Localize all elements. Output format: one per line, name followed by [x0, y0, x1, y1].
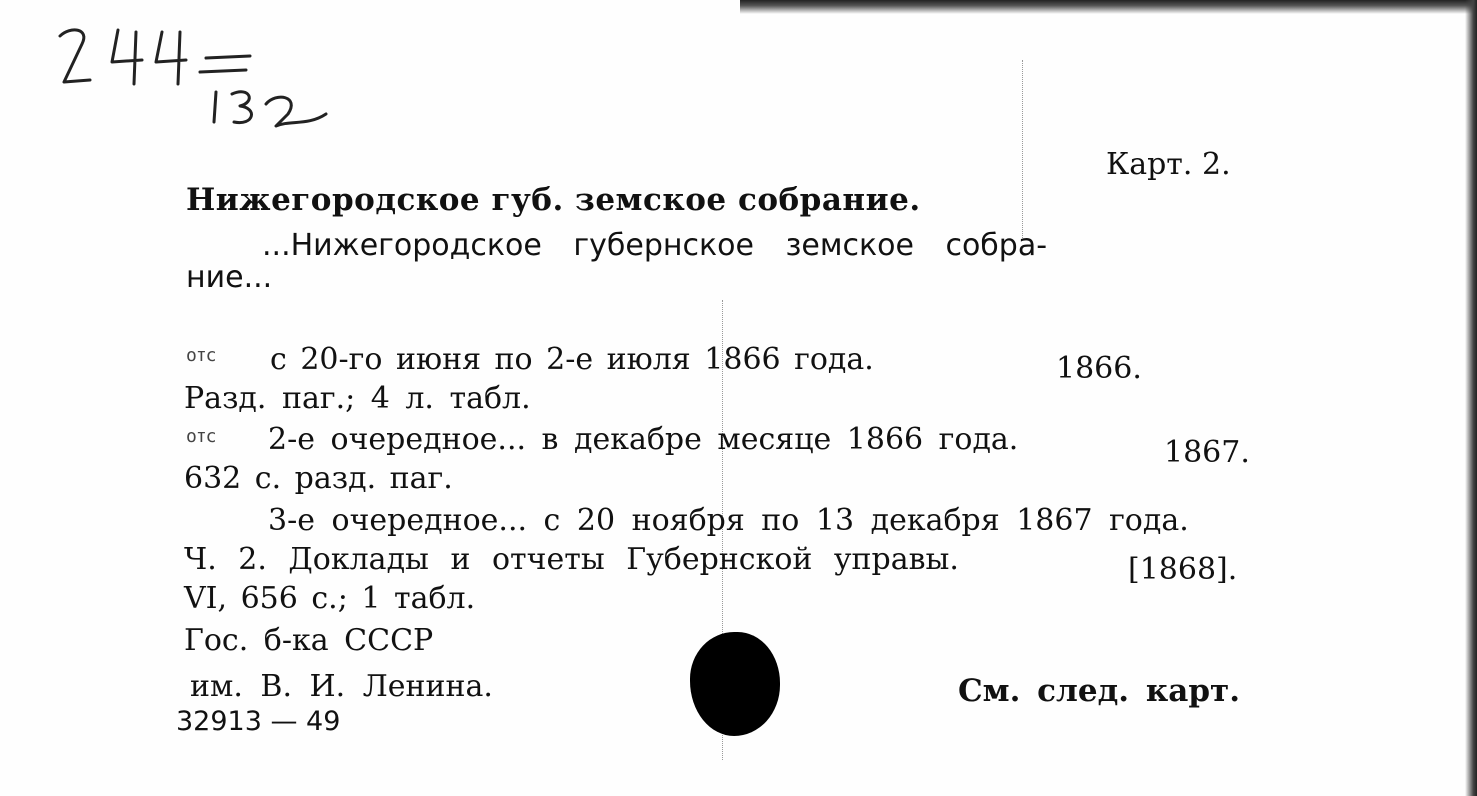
- holding-mark: отс: [186, 345, 216, 366]
- card-number: Карт. 2.: [1106, 147, 1231, 182]
- library-code: 32913 — 49: [176, 706, 341, 737]
- scan-edge-right: [1465, 0, 1477, 796]
- scan-edge-top: [740, 0, 1477, 14]
- handwritten-shelfmark: [50, 22, 340, 132]
- entry-3-year: [1868].: [1128, 552, 1238, 587]
- title-line-2: ние...: [186, 260, 273, 295]
- entry-2-desc: 632 с. разд. паг.: [184, 461, 453, 496]
- entry-1-year: 1866.: [1056, 351, 1142, 386]
- entry-2-year: 1867.: [1164, 435, 1250, 470]
- heading: Нижегородское губ. земское собрание.: [186, 182, 921, 218]
- entry-1-desc: Разд. паг.; 4 л. табл.: [184, 381, 531, 416]
- library-name-2: им. В. И. Ленина.: [190, 669, 493, 704]
- library-name: Гос. б-ка СССР: [184, 623, 434, 658]
- entry-2-text: 2-е очередное... в декабре месяце 1866 года.: [268, 422, 1019, 457]
- title-line-1: ...Нижегородское губернское земское собра-: [262, 228, 1048, 263]
- entry-3-text: 3-е очередное... с 20 ноября по 13 декабря 1867 года.: [268, 503, 1189, 538]
- see-next-card: См. след. карт.: [958, 673, 1241, 709]
- punch-hole: [690, 632, 780, 736]
- entry-1-text: с 20-го июня по 2-е июля 1866 года.: [270, 342, 874, 377]
- entry-3-desc: VI, 656 с.; 1 табл.: [184, 581, 476, 616]
- fold-line: [1022, 60, 1023, 240]
- holding-mark: отс: [186, 426, 216, 447]
- entry-3-part: Ч. 2. Доклады и отчеты Губернской управы.: [184, 542, 959, 577]
